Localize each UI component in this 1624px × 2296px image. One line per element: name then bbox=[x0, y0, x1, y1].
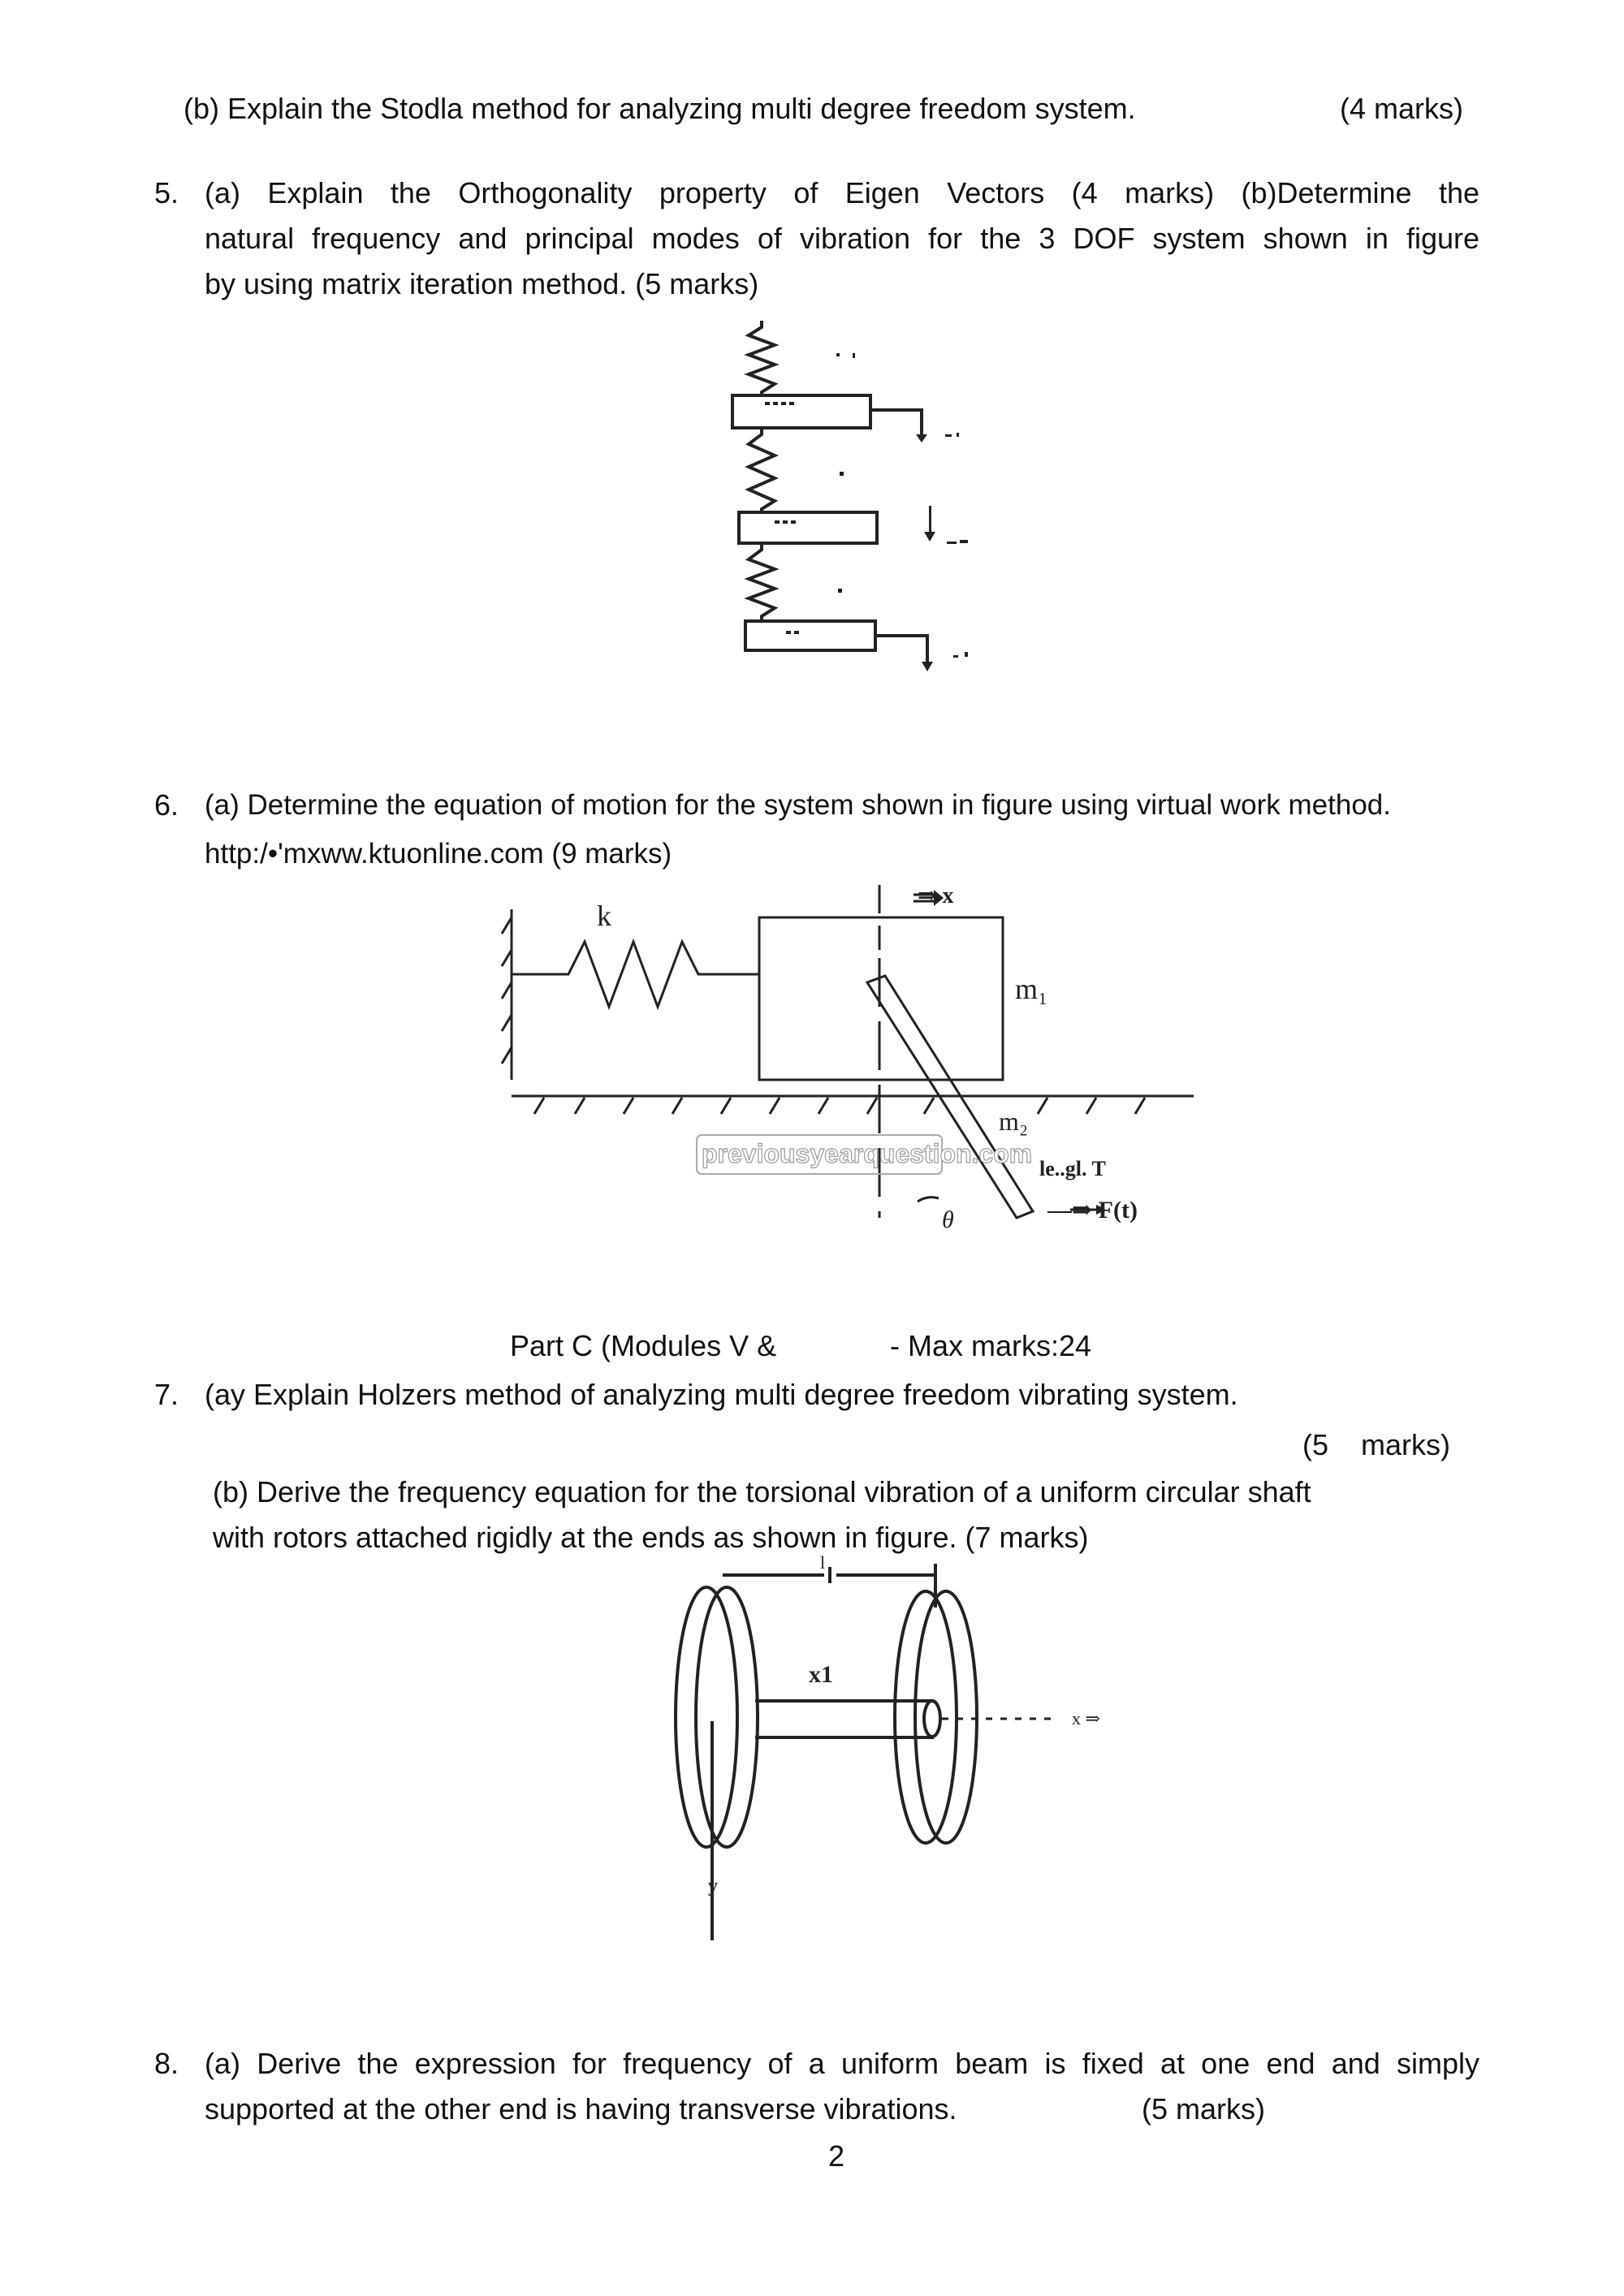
q6-number: 6. bbox=[154, 788, 179, 822]
watermark bbox=[697, 1135, 1032, 1174]
q6-line1: (a) Determine the equation of motion for the system shown in figure using virtual work method. bbox=[205, 789, 1391, 821]
spring-3 bbox=[749, 543, 775, 621]
label-x: x ⇒ bbox=[1072, 1708, 1100, 1728]
label-m2: m₂ bbox=[999, 1107, 1029, 1136]
mass-1 bbox=[732, 395, 870, 428]
mass-m1 bbox=[759, 917, 1003, 1080]
svg-text:previousyearquestion.com: previousyearquestion.com bbox=[702, 1139, 1033, 1168]
q7-line2: (b) Derive the frequency equation for the torsional vibration of a uniform circular shaft bbox=[213, 1475, 1311, 1508]
spring-2 bbox=[749, 428, 775, 512]
label-l: l bbox=[820, 1552, 826, 1573]
q4b-marks: (4 marks) bbox=[1340, 92, 1463, 125]
q8-number: 8. bbox=[154, 2047, 179, 2080]
label-theta: θ bbox=[942, 1206, 954, 1233]
label-x1: x1 bbox=[809, 1661, 833, 1688]
mass-2 bbox=[739, 512, 877, 543]
q6-line2: http:/•'mxww.ktuonline.com (9 marks) bbox=[205, 838, 672, 870]
label-y: y bbox=[708, 1875, 718, 1897]
left-rotor bbox=[676, 1587, 737, 1847]
label-length: le..gl. T bbox=[1039, 1157, 1106, 1180]
x1-arrow bbox=[916, 434, 927, 442]
x3-arrow bbox=[922, 662, 933, 671]
q5-number: 5. bbox=[154, 176, 179, 209]
three-dof-figure bbox=[715, 321, 1015, 694]
q5-line2: natural frequency and principal modes of vibration for the 3 DOF system shown in figure bbox=[205, 222, 1479, 255]
q5-line3: by using matrix iteration method. (5 marks) bbox=[205, 267, 759, 300]
label-x: ⇒ x bbox=[918, 883, 954, 908]
label-force: —⇒ F(t) bbox=[1047, 1197, 1138, 1224]
q4b-text: (b) Explain the Stodla method for analyzing multi degree freedom system. bbox=[184, 92, 1136, 125]
spring-1 bbox=[749, 321, 775, 395]
spring-k bbox=[512, 942, 759, 1007]
label-k: k bbox=[597, 900, 611, 932]
q7-number: 7. bbox=[154, 1378, 179, 1411]
x3-leader bbox=[875, 636, 927, 662]
mass-3 bbox=[745, 621, 875, 650]
q8-marks: (5 marks) bbox=[1142, 2092, 1265, 2126]
q8-line1: (a) Derive the expression for frequency of a uniform beam is fixed at one end and simply bbox=[205, 2047, 1479, 2080]
q7-line1: (ay Explain Holzers method of analyzing multi degree freedom vibrating system. bbox=[205, 1378, 1238, 1411]
part-c-left: Part C (Modules V & bbox=[510, 1329, 777, 1362]
q7-marks-a: (5 marks) bbox=[1302, 1428, 1451, 1461]
shaft-rotors-figure bbox=[650, 1551, 1137, 1957]
q8-line2: supported at the other end is having transverse vibrations. bbox=[205, 2092, 957, 2126]
label-m1: m₁ bbox=[1015, 973, 1048, 1005]
x1-leader bbox=[870, 410, 922, 434]
block-pendulum-figure bbox=[479, 877, 1194, 1234]
part-c-right: - Max marks:24 bbox=[890, 1329, 1092, 1362]
page-number: 2 bbox=[828, 2139, 845, 2173]
x2-arrow bbox=[924, 532, 935, 542]
q5-line1: (a) Explain the Orthogonality property of Eigen Vectors (4 marks) (b)Determine the bbox=[205, 176, 1479, 209]
q7-line3: with rotors attached rigidly at the ends as shown in figure. (7 marks) bbox=[213, 1521, 1089, 1554]
